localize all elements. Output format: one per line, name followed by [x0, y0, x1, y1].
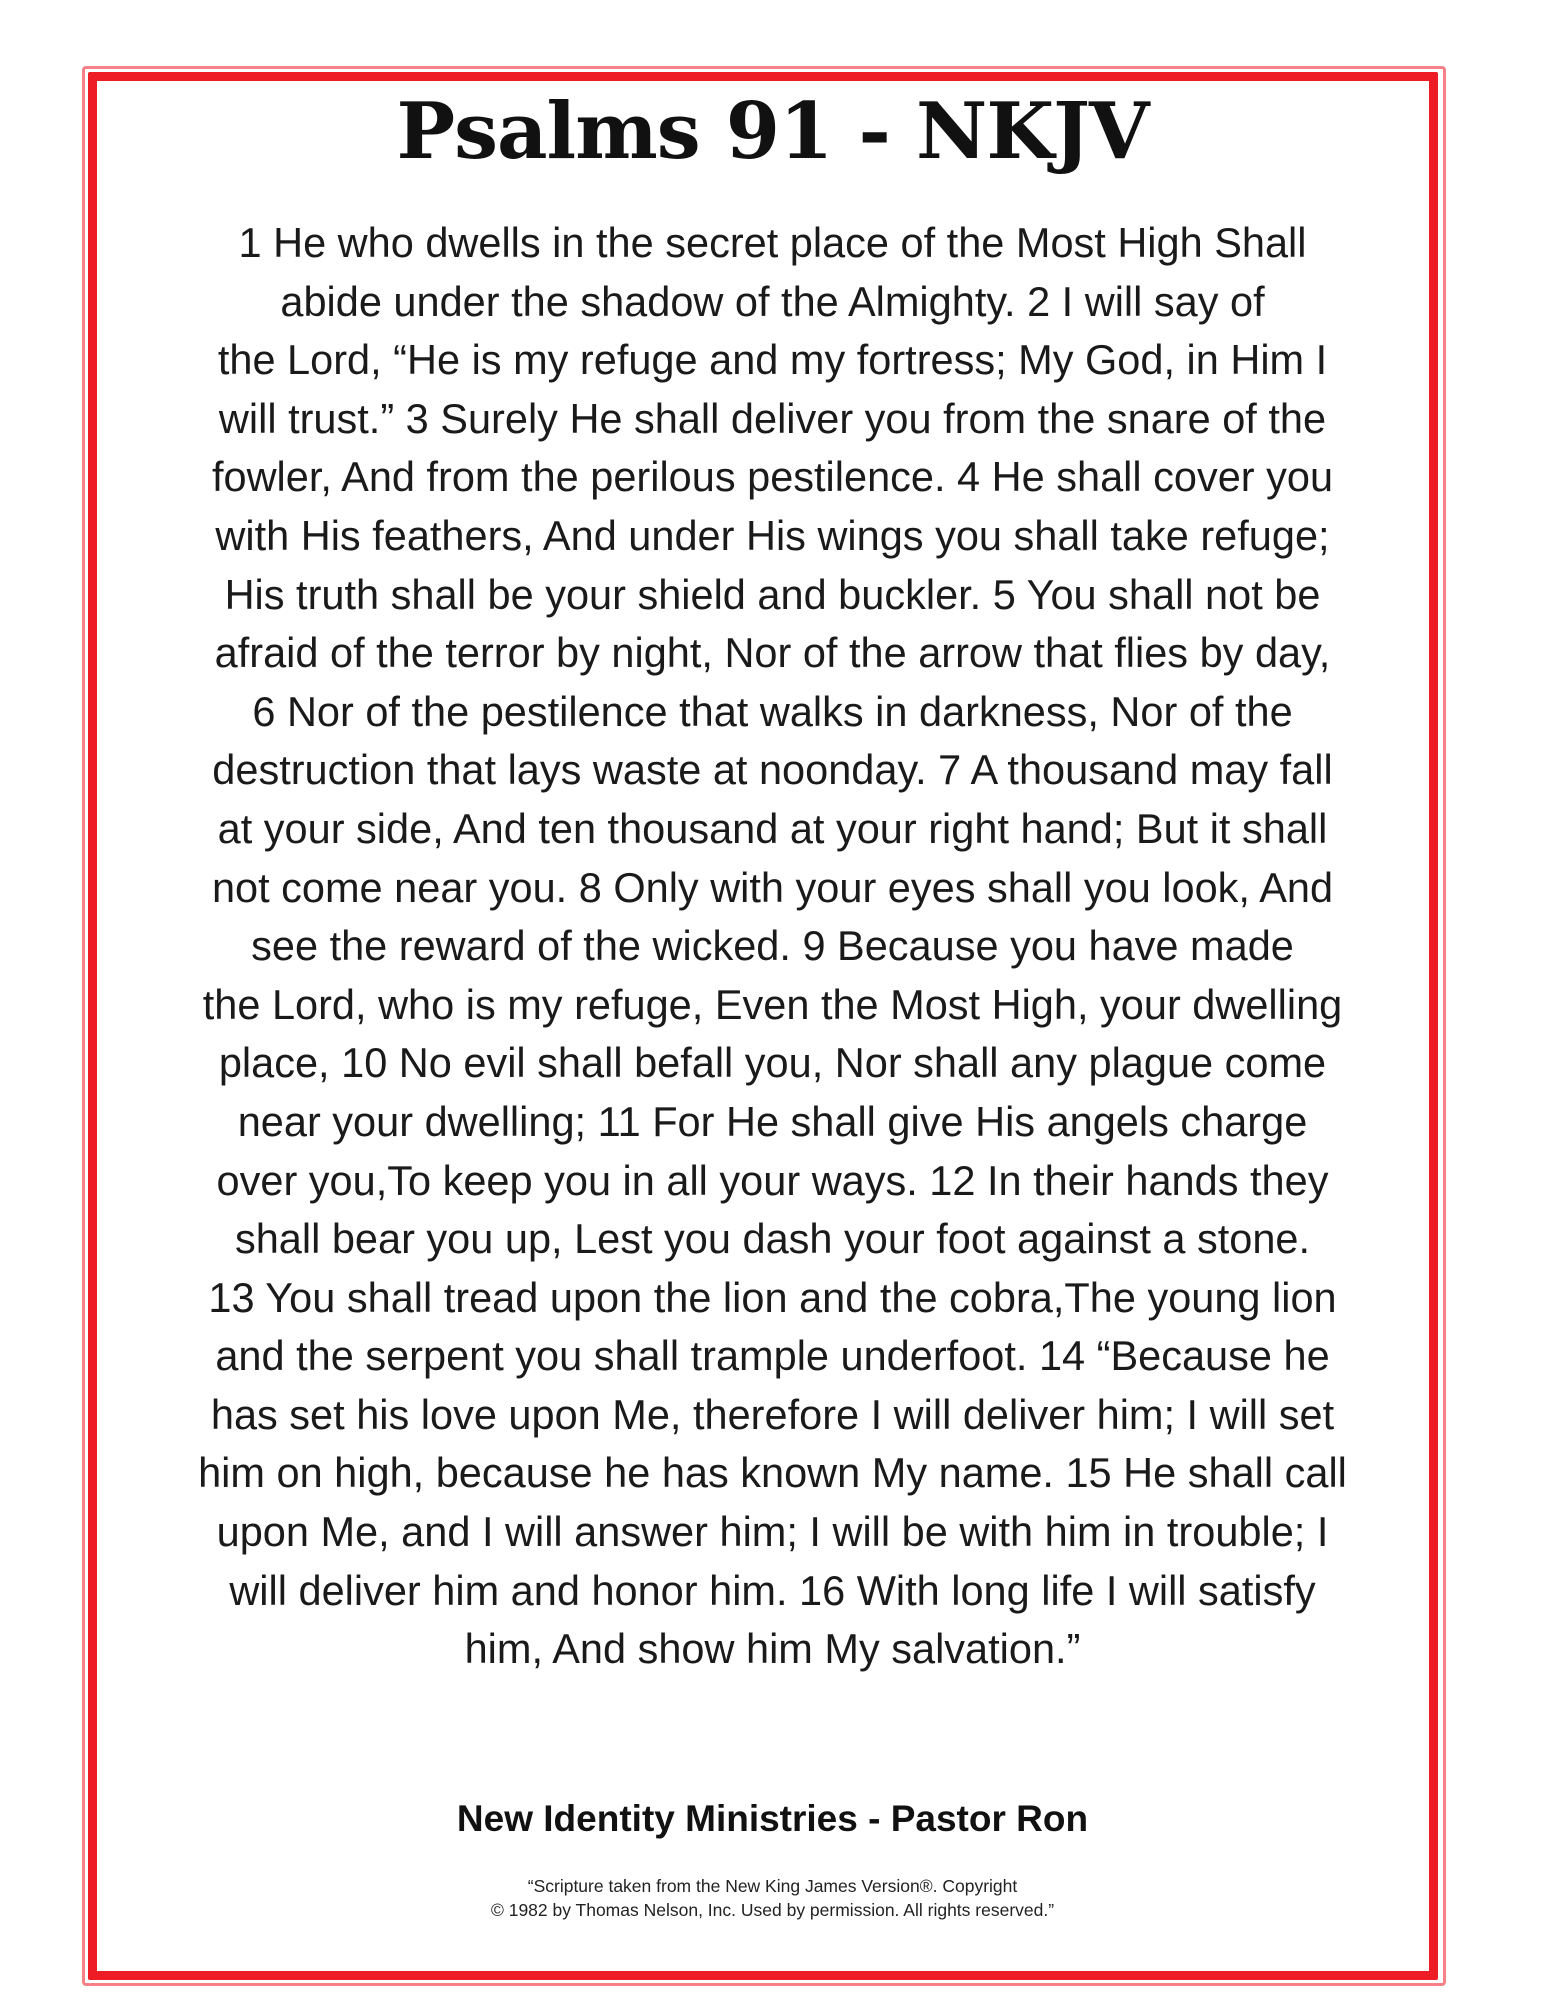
- passage-line: the Lord, “He is my refuge and my fortress; My God, in Him I: [217, 336, 1328, 384]
- passage-line: him, And show him My salvation.”: [464, 1625, 1081, 1673]
- passage-line: will deliver him and honor him. 16 With long life I will satisfy: [229, 1566, 1316, 1614]
- scripture-passage: [155, 214, 1390, 1679]
- passage-line: at your side, And ten thousand at your right hand; But it shall: [217, 804, 1328, 852]
- ministry-signature: New Identity Ministries - Pastor Ron: [456, 1798, 1089, 1839]
- passage-line: fowler, And from the perilous pestilence. 4 He shall cover you: [211, 453, 1334, 501]
- passage-line: afraid of the terror by night, Nor of the arrow that flies by day,: [214, 629, 1331, 677]
- passage-line: upon Me, and I will answer him; I will be with him in trouble; I: [216, 1508, 1329, 1556]
- passage-line: with His feathers, And under His wings you shall take refuge;: [215, 511, 1330, 559]
- passage-line: 6 Nor of the pestilence that walks in darkness, Nor of the: [252, 687, 1293, 735]
- page-title: Psalms 91 - NKJV: [396, 86, 1149, 177]
- passage-line: place, 10 No evil shall befall you, Nor shall any plague come: [218, 1039, 1327, 1087]
- copyright-line: “Scripture taken from the New King James Version®. Copyright: [527, 1876, 1018, 1896]
- passage-line: and the serpent you shall trample underfoot. 14 “Because he: [215, 1332, 1330, 1380]
- passage-line: near your dwelling; 11 For He shall give His angels charge: [237, 1097, 1308, 1145]
- passage-line: him on high, because he has known My name. 15 He shall call: [198, 1449, 1347, 1497]
- copyright-line: © 1982 by Thomas Nelson, Inc. Used by permission. All rights reserved.”: [490, 1900, 1055, 1920]
- passage-line: not come near you. 8 Only with your eyes shall you look, And: [211, 863, 1334, 911]
- passage-line: the Lord, who is my refuge, Even the Most High, your dwelling: [202, 980, 1343, 1028]
- passage-line: see the reward of the wicked. 9 Because you have made: [251, 922, 1294, 970]
- passage-line: over you,To keep you in all your ways. 12 In their hands they: [216, 1156, 1329, 1204]
- copyright-notice: [0, 1874, 1545, 1922]
- passage-line: has set his love upon Me, therefore I will deliver him; I will set: [210, 1390, 1335, 1438]
- passage-line: destruction that lays waste at noonday. 7 A thousand may fall: [212, 746, 1333, 794]
- passage-line: abide under the shadow of the Almighty. 2 I will say of: [280, 277, 1265, 325]
- passage-line: His truth shall be your shield and buckler. 5 You shall not be: [224, 570, 1321, 618]
- passage-line: will trust.” 3 Surely He shall deliver you from the snare of the: [218, 394, 1327, 442]
- passage-line: shall bear you up, Lest you dash your foot against a stone.: [234, 1215, 1311, 1263]
- passage-line: 13 You shall tread upon the lion and the cobra,The young lion: [208, 1273, 1337, 1321]
- passage-line: 1 He who dwells in the secret place of the Most High Shall: [238, 219, 1307, 266]
